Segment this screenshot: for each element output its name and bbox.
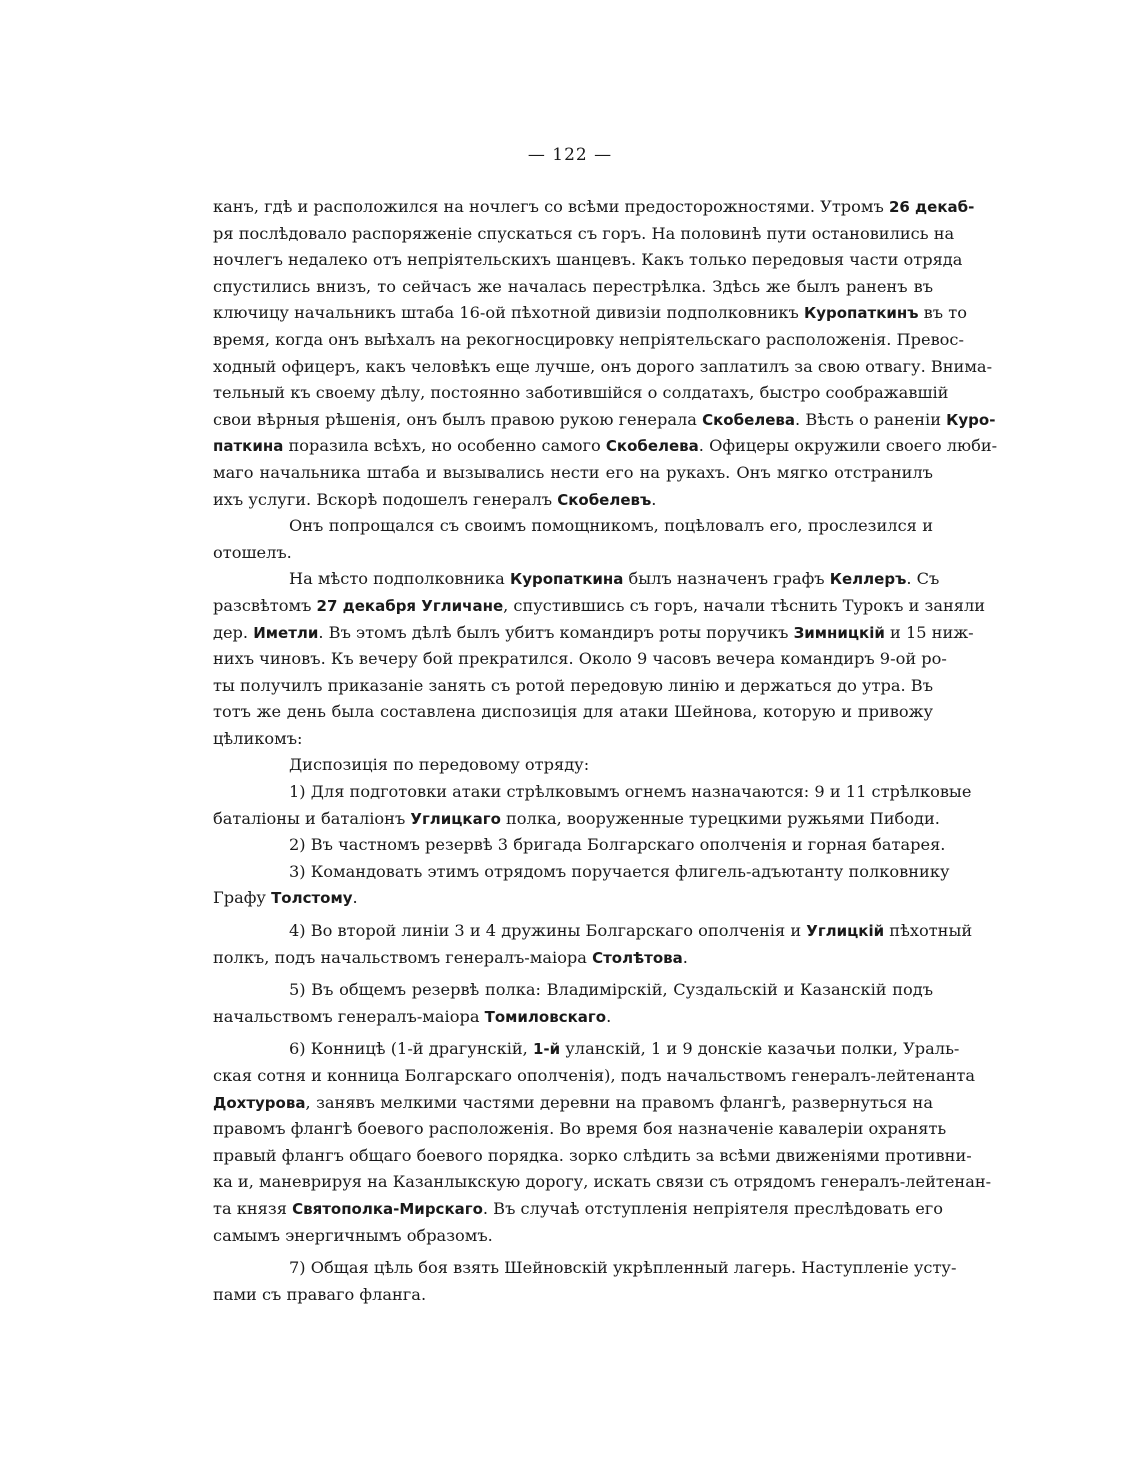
bold-name: Святополка-Мирскаго bbox=[292, 1199, 483, 1218]
text-run: ская сотня и конница Болгарскаго ополченія), подъ начальствомъ генералъ-лейтенанта bbox=[213, 1066, 975, 1085]
text-line bbox=[213, 566, 940, 593]
text-run: . Въ этомъ дѣлѣ былъ убитъ командиръ роты поручикъ bbox=[318, 622, 794, 642]
text-run: ключицу начальникъ штаба 16-ой пѣхотной дивизіи подполковникъ bbox=[213, 303, 804, 323]
text-line bbox=[213, 1036, 960, 1063]
text-run: ря послѣдовало распоряженіе спускаться съ горъ. На половинѣ пути остановились на bbox=[213, 223, 955, 243]
text-run: дер. bbox=[213, 622, 254, 642]
text-line bbox=[213, 699, 933, 726]
bold-name: Иметли bbox=[253, 623, 319, 642]
bold-name: Столѣтова bbox=[592, 948, 683, 967]
text-line bbox=[213, 221, 955, 248]
text-line bbox=[213, 354, 993, 381]
text-run: На мѣсто подполковника bbox=[289, 569, 510, 589]
text-line bbox=[213, 487, 933, 514]
text-line bbox=[213, 194, 975, 221]
text-run: ночлегъ недалеко отъ непріятельскихъ шанцевъ. Какъ только передовыя части отряда bbox=[213, 250, 963, 270]
text-run: , занявъ мелкими частями деревни на правомъ флангѣ, развернуться на bbox=[305, 1092, 933, 1112]
text-line bbox=[213, 274, 933, 301]
text-line bbox=[213, 726, 933, 753]
text-run: . Съ bbox=[906, 569, 940, 589]
text-run: 7) Общая цѣль боя взять Шейновскій укрѣпленный лагерь. Наступленіе усту- bbox=[289, 1258, 957, 1278]
text-run: начальствомъ генералъ-маіора bbox=[213, 1006, 485, 1026]
text-run: ты получилъ приказаніе занять съ ротой передовую линію и держаться до утра. Въ bbox=[213, 675, 933, 695]
text-run: . bbox=[606, 1006, 612, 1026]
text-run: пами съ праваго фланга. bbox=[213, 1284, 427, 1304]
text-run: уланскій, 1 и 9 донскіе казачьи полки, Ураль- bbox=[560, 1039, 960, 1059]
text-run: правый флангъ общаго боевого порядка. зорко слѣдить за всѣми движеніями противни- bbox=[213, 1145, 972, 1165]
text-line bbox=[213, 540, 933, 567]
text-line bbox=[213, 1004, 933, 1031]
text-run: 1) Для подготовки атаки стрѣлковымъ огнемъ назначаются: 9 и 11 стрѣлковые bbox=[289, 782, 972, 802]
bold-name: Келлеръ bbox=[829, 570, 907, 589]
text-line bbox=[213, 779, 972, 806]
text-run: , спустившись съ горъ, начали тѣснить Турокъ и заняли bbox=[503, 595, 986, 615]
text-run: полка, вооруженные турецкими ружьями Пибоди. bbox=[500, 808, 940, 828]
page-number: — 122 — bbox=[527, 145, 613, 165]
text-run: тельный къ своему дѣлу, постоянно заботившійся о солдатахъ, быстро соображавшій bbox=[213, 383, 949, 403]
bold-name: Углицкій bbox=[806, 922, 885, 941]
text-line bbox=[213, 1196, 944, 1223]
bold-name: Скобелева bbox=[605, 437, 699, 456]
bold-name: Зимницкій bbox=[793, 623, 885, 642]
bold-name: Толстому bbox=[271, 889, 353, 908]
text-line bbox=[213, 806, 940, 833]
text-line bbox=[213, 327, 964, 354]
bold-name: Дохтурова bbox=[213, 1093, 306, 1112]
text-run: ходный офицеръ, какъ человѣкъ еще лучше, онъ дорого заплатилъ за свою отвагу. Внима- bbox=[213, 356, 993, 376]
text-run: цѣликомъ: bbox=[213, 728, 303, 748]
body-text bbox=[213, 194, 998, 1308]
text-line bbox=[213, 460, 933, 487]
text-run: спустились внизъ, то сейчасъ же началась перестрѣлка. Здѣсь же былъ раненъ въ bbox=[213, 276, 933, 296]
text-run: отошелъ. bbox=[213, 542, 292, 562]
bold-name: Томиловскаго bbox=[484, 1007, 607, 1026]
text-line bbox=[213, 593, 986, 620]
text-line bbox=[213, 1223, 933, 1250]
text-line bbox=[213, 752, 933, 779]
text-run: Онъ попрощался съ своимъ помощникомъ, поцѣловалъ его, прослезился и bbox=[289, 516, 933, 536]
text-run: . bbox=[682, 947, 688, 967]
text-run: . Въ случаѣ отступленія непріятеля преслѣдовать его bbox=[482, 1198, 944, 1218]
text-line bbox=[213, 1090, 933, 1117]
text-run: тотъ же день была составлена диспозиція для атаки Шейнова, которую и привожу bbox=[213, 702, 933, 722]
text-run: и 15 ниж- bbox=[884, 622, 974, 642]
bold-name: Куро- bbox=[946, 410, 996, 429]
bold-name: 27 декабря Угличане bbox=[316, 596, 504, 615]
text-run: 5) Въ общемъ резервѣ полка: Владимірскій, Суздальскій и Казанскій подъ bbox=[289, 980, 933, 1000]
text-run: та князя bbox=[213, 1198, 293, 1218]
text-run: маго начальника штаба и вызывались нести его на рукахъ. Онъ мягко отстранилъ bbox=[213, 462, 933, 482]
text-run: 6) Конницѣ (1-й драгунскій, bbox=[289, 1039, 533, 1059]
text-line bbox=[213, 673, 933, 700]
text-run: баталіоны и баталіонъ bbox=[213, 808, 411, 828]
text-run: ихъ услуги. Вскорѣ подошелъ генералъ bbox=[213, 489, 558, 509]
text-run: полкъ, подъ начальствомъ генералъ-маіора bbox=[213, 947, 593, 967]
bold-name: Куропаткинъ bbox=[803, 304, 919, 323]
text-line bbox=[213, 513, 933, 540]
text-line bbox=[213, 1063, 975, 1090]
text-line bbox=[213, 1255, 957, 1282]
text-line bbox=[213, 1116, 947, 1143]
text-run: ка и, маневрируя на Казанлыкскую дорогу, искать связи съ отрядомъ генералъ-лейтенан- bbox=[213, 1172, 992, 1192]
text-run: разсвѣтомъ bbox=[213, 595, 317, 615]
bold-name: 26 декаб- bbox=[888, 198, 975, 216]
text-run: поразила всѣхъ, но особенно самого bbox=[283, 436, 606, 456]
text-run: свои вѣрныя рѣшенія, онъ былъ правою рукою генерала bbox=[213, 409, 703, 429]
text-line bbox=[213, 945, 933, 972]
text-run: . bbox=[651, 489, 657, 509]
text-run: . Вѣсть о раненіи bbox=[795, 409, 947, 429]
text-line bbox=[213, 300, 967, 327]
bold-name: паткина bbox=[213, 437, 284, 456]
text-line bbox=[213, 620, 974, 647]
text-line bbox=[213, 859, 950, 886]
bold-name: Куропаткина bbox=[509, 570, 624, 589]
text-line bbox=[213, 407, 996, 434]
text-line bbox=[213, 433, 998, 460]
text-line bbox=[213, 832, 946, 859]
text-line bbox=[213, 977, 933, 1004]
text-run: былъ назначенъ графъ bbox=[623, 569, 830, 589]
text-run: 4) Во второй линіи 3 и 4 дружины Болгарскаго ополченія и bbox=[289, 921, 807, 941]
bold-name: 1-й bbox=[532, 1040, 561, 1059]
bold-name: Скобелевъ bbox=[557, 490, 652, 509]
text-line bbox=[213, 380, 949, 407]
text-run: Графу bbox=[213, 888, 272, 908]
text-run: правомъ флангѣ боевого расположенія. Во время боя назначеніе кавалеріи охранять bbox=[213, 1119, 947, 1139]
text-line bbox=[213, 1282, 933, 1309]
text-line bbox=[213, 646, 947, 673]
text-run: нихъ чиновъ. Къ вечеру бой прекратился. Около 9 часовъ вечера командиръ 9-ой ро- bbox=[213, 649, 947, 669]
bold-name: Скобелева bbox=[702, 410, 796, 429]
text-run: пѣхотный bbox=[884, 921, 973, 941]
text-run: въ то bbox=[918, 303, 967, 323]
text-line bbox=[213, 247, 963, 274]
text-run: 3) Командовать этимъ отрядомъ поручается флигель-адъютанту полковнику bbox=[289, 861, 950, 881]
text-line bbox=[213, 1143, 972, 1170]
text-run: . Офицеры окружили своего люби- bbox=[698, 436, 998, 456]
text-line bbox=[213, 885, 933, 912]
text-line bbox=[213, 918, 973, 945]
text-run: самымъ энергичнымъ образомъ. bbox=[213, 1225, 493, 1245]
text-line bbox=[213, 1169, 992, 1196]
text-run: канъ, гдѣ и расположился на ночлегъ со всѣми предосторожностями. Утромъ bbox=[213, 197, 889, 216]
bold-name: Углицкаго bbox=[410, 809, 501, 828]
text-run: время, когда онъ выѣхалъ на рекогносцировку непріятельскаго расположенія. Превос- bbox=[213, 329, 964, 349]
text-run: . bbox=[352, 888, 358, 908]
text-run: Диспозиція по передовому отряду: bbox=[289, 755, 590, 775]
text-run: 2) Въ частномъ резервѣ 3 бригада Болгарскаго ополченія и горная батарея. bbox=[289, 835, 946, 855]
